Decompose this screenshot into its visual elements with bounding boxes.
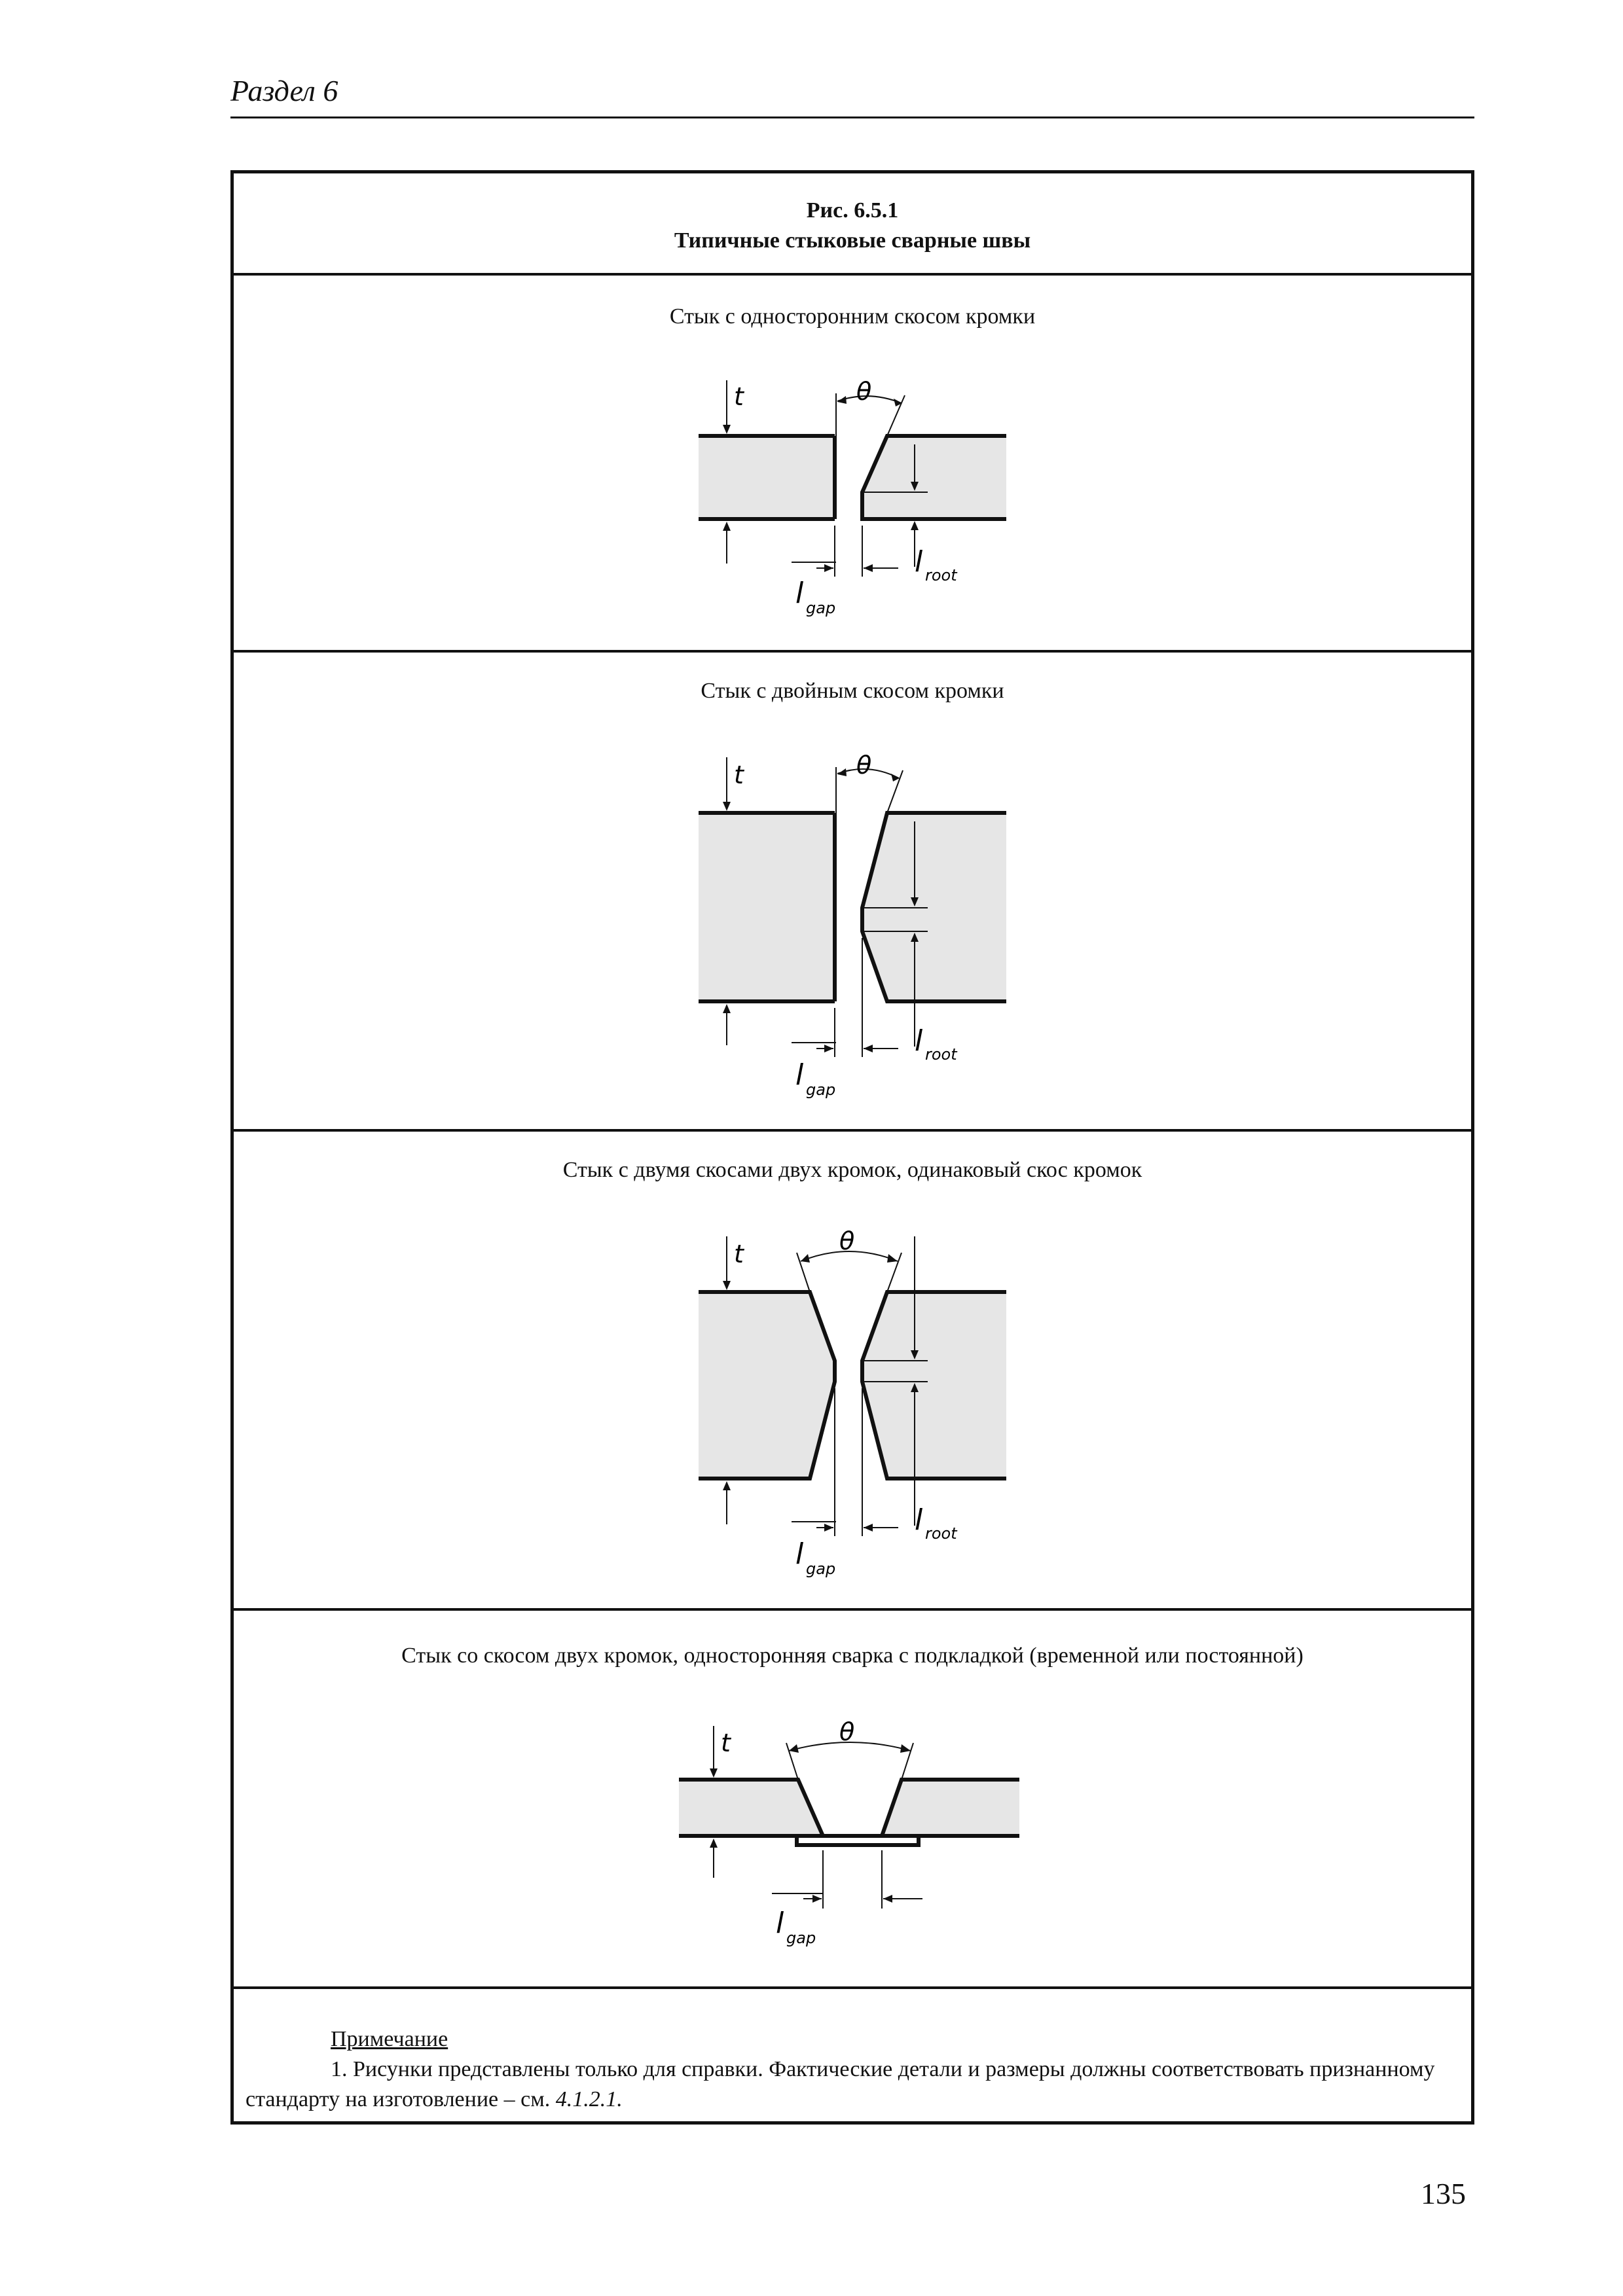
note-text: стандарту на изготовление – см. [246,2087,556,2111]
thickness-label: t [734,761,744,789]
gap-subscript: gap [806,599,836,617]
gap-label: l [795,577,804,610]
panel-caption: Стык с двумя скосами двух кромок, одинаковый скос кромок [562,1158,1142,1182]
gap-label: l [795,1537,804,1571]
angle-label: θ [839,1717,855,1746]
figure-title-cell [234,173,1471,273]
header-rule [230,117,1474,118]
panel-caption: Стык с двойным скосом кромки [701,679,1004,703]
panel-v-backing [234,1608,1471,1986]
root-subscript: root [925,1045,957,1064]
root-subscript: root [925,1524,957,1543]
figure-title: Типичные стыковые сварные швы [674,228,1031,253]
gap-subscript: gap [786,1929,816,1947]
panel-single-bevel [234,273,1471,650]
panel-caption: Стык со скосом двух кромок, односторонняя сварка с подкладкой (временной или постоянной) [401,1643,1304,1668]
gap-label: l [795,1058,804,1092]
note-reference: 4.1.2.1. [555,2087,623,2111]
root-label: l [915,545,923,579]
gap-subscript: gap [806,1081,836,1099]
thickness-label: t [734,382,744,411]
note-text-line-2 [246,2085,623,2115]
panel-double-v [234,1129,1471,1608]
panel-double-bevel [234,650,1471,1129]
angle-label: θ [839,1227,855,1255]
angle-label: θ [856,377,872,406]
root-label: l [915,1503,923,1537]
root-label: l [915,1024,923,1058]
gap-label: l [776,1907,784,1940]
note-cell [234,1986,1471,2128]
v-backing-diagram [666,1696,1032,1958]
note-text-line-1: 1. Рисунки представлены только для справки. Фактические детали и размеры должны соответствовать признанному [331,2057,1435,2081]
thickness-label: t [734,1240,744,1268]
figure-number: Рис. 6.5.1 [806,198,899,223]
thickness-label: t [721,1729,731,1757]
figure-table [230,170,1474,2125]
section-header: Раздел 6 [230,74,338,107]
gap-subscript: gap [806,1560,836,1578]
angle-label: θ [856,751,872,780]
panel-caption: Стык с односторонним скосом кромки [669,304,1036,329]
double-bevel-diagram [679,744,1019,1111]
root-subscript: root [925,566,957,584]
single-bevel-diagram [679,374,1019,636]
page-number: 135 [1421,2177,1466,2210]
note-heading: Примечание [331,2027,448,2051]
double-v-diagram [679,1223,1019,1590]
